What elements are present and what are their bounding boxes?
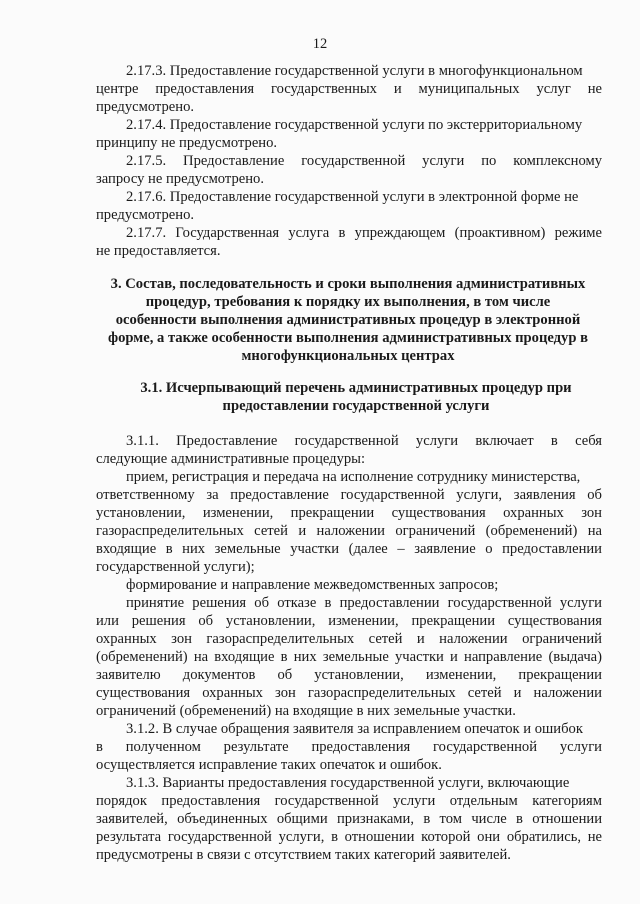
page-number: 12	[312, 36, 328, 52]
para-3-1-3-line-2: порядок предоставления государственной услуги отдельным категориям	[96, 793, 602, 809]
para-requests-line-1: формирование и направление межведомственных запросов;	[126, 577, 499, 593]
para-decision-line-2: или решения об установлении, изменении, прекращении существования	[96, 613, 602, 629]
section-heading-line-2: процедур, требования к порядку их выполнения, в том числе	[145, 294, 551, 310]
para-3-1-2-line-2: в полученном результате предоставления государственной услуги	[96, 739, 602, 755]
item-2-17-6-line-2: предусмотрено.	[96, 207, 195, 223]
para-reception-line-3: установлении, изменении, прекращении существования охранных зон	[96, 505, 602, 521]
para-decision-line-7: ограничений (обременений) на входящие в них земельные участки.	[96, 703, 516, 719]
para-3-1-3-line-1: 3.1.3. Варианты предоставления государственной услуги, включающие	[126, 775, 570, 791]
section-3-heading	[92, 275, 604, 365]
item-2-17-5-line-1: 2.17.5. Предоставление государственной услуги по комплексному	[126, 153, 602, 169]
para-3-1-1-line-2: следующие административные процедуры:	[96, 451, 366, 467]
para-3-1-1-line-1: 3.1.1. Предоставление государственной услуги включает в себя	[126, 433, 602, 449]
item-2-17-7-line-1: 2.17.7. Государственная услуга в упреждающем (проактивном) режиме	[126, 225, 602, 241]
item-2-17-3-line-3: предусмотрено.	[96, 99, 195, 115]
subsection-3-1-heading	[120, 379, 592, 415]
item-2-17-5-line-2: запросу не предусмотрено.	[96, 171, 264, 187]
item-2-17-3-line-2: центре предоставления государственных и муниципальных услуг не	[96, 81, 602, 97]
para-decision-line-5: заявителю документов об установлении, изменении, прекращении	[96, 667, 602, 683]
para-reception-line-4: газораспределительных сетей и наложении ограничений (обременений) на	[96, 523, 602, 539]
para-reception-line-5: входящие в них земельные участки (далее – заявление о предоставлении	[96, 541, 602, 557]
subsection-heading-line-2: предоставлении государственной услуги	[222, 398, 490, 414]
para-3-1-2-line-1: 3.1.2. В случае обращения заявителя за исправлением опечаток и ошибок	[126, 721, 583, 737]
section-heading-line-3: особенности выполнения административных процедур в электронной	[115, 312, 581, 328]
section-heading-line-5: многофункциональных центрах	[241, 348, 455, 364]
item-2-17-3-line-1: 2.17.3. Предоставление государственной услуги в многофункциональном	[126, 63, 583, 79]
para-decision-line-3: охранных зон газораспределительных сетей и наложении ограничений	[96, 631, 602, 647]
para-reception-line-6: государственной услуги);	[96, 559, 255, 575]
para-3-1-3-line-3: заявителей, объединенных общими признаками, в том числе в отношении	[96, 811, 602, 827]
para-decision-line-4: (обременений) на входящие в них земельные участки и направление (выдача)	[96, 649, 602, 665]
item-2-17-7-line-2: не предоставляется.	[96, 243, 221, 259]
section-heading-line-4: форме, а также особенности выполнения административных процедур в	[108, 330, 588, 346]
para-reception-line-2: ответственному за предоставление государственной услуги, заявления об	[96, 487, 602, 503]
section-heading-line-1: 3. Состав, последовательность и сроки выполнения административных	[110, 276, 586, 292]
items-2-17	[96, 62, 602, 260]
para-reception-line-1: прием, регистрация и передача на исполнение сотруднику министерства,	[126, 469, 581, 485]
body-text	[96, 432, 602, 864]
para-decision-line-6: существования охранных зон газораспределительных сетей и наложении	[96, 685, 602, 701]
item-2-17-4-line-2: принципу не предусмотрено.	[96, 135, 278, 151]
para-3-1-2-line-3: осуществляется исправление таких опечаток и ошибок.	[96, 757, 442, 773]
subsection-heading-line-1: 3.1. Исчерпывающий перечень административных процедур при	[140, 380, 572, 396]
para-decision-line-1: принятие решения об отказе в предоставлении государственной услуги	[126, 595, 602, 611]
item-2-17-4-line-1: 2.17.4. Предоставление государственной услуги по экстерриториальному	[126, 117, 583, 133]
para-3-1-3-line-4: результата государственной услуги, в отношении которой они обратились, не	[96, 829, 602, 845]
item-2-17-6-line-1: 2.17.6. Предоставление государственной услуги в электронной форме не	[126, 189, 579, 205]
para-3-1-3-line-5: предусмотрены в связи с отсутствием таких категорий заявителей.	[96, 847, 511, 863]
